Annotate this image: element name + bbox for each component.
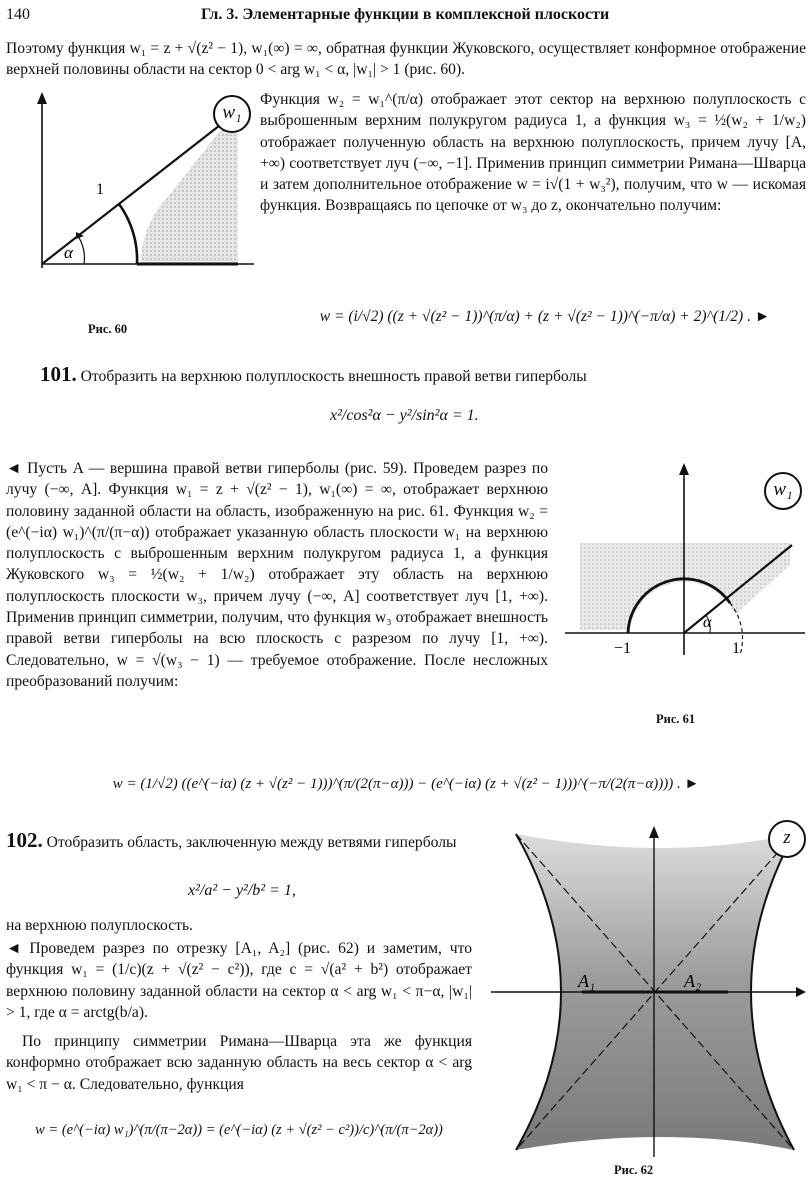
fig61-badge: w₁	[764, 472, 802, 510]
fig60-caption: Рис. 60	[88, 322, 128, 336]
fig62-caption: Рис. 62	[614, 1163, 654, 1177]
shaded-sector	[141, 126, 238, 264]
unit-arc	[119, 204, 137, 264]
label-minus-one: −1	[614, 640, 632, 657]
label-one: 1	[732, 640, 740, 657]
problem-102-after: на верхнюю полуплоскость.	[6, 917, 193, 934]
problem-101-number: 101.	[40, 362, 77, 386]
figure-62	[486, 822, 808, 1162]
problem-102-number: 102.	[6, 828, 43, 852]
label-alpha: α	[64, 243, 73, 262]
problem-101-equation: x²/cos²α − y²/sin²α = 1.	[330, 407, 479, 424]
problem-102-solution-2: По принципу симметрии Римана—Шварца эта же функция конформно отображает всю заданную область на весь сектор α < arg w₁ < π − α. Следовательно, функция	[6, 1033, 472, 1093]
problem-102-statement: 102. Отобразить область, заключенную между ветвями гиперболы	[6, 828, 457, 852]
problem-101-statement: 101. Отобразить на верхнюю полуплоскость внешность правой ветви гиперболы	[40, 362, 587, 386]
label-alpha: α	[703, 614, 712, 631]
intro-paragraph: Поэтому функция w₁ = z + √(z² − 1), w₁(∞) = ∞, обратная функции Жуковского, осуществляет конформное отображение верхней половины области на сектор 0 < arg w₁ < α, |w₁| > 1 (рис. 60).	[6, 40, 806, 79]
problem-102-solution-1: ◄ Проведем разрез по отрезку [A₁, A₂] (рис. 62) и заметим, что функция w₁ = (1/c)(z + √(z² − c²)), где c = √(a² + b²) отображает верхнюю половину заданной области на сектор α < arg w₁ < π−α, |w₁| > 1, где α = arctg(b/a).	[6, 940, 472, 1021]
fig61-caption: Рис. 61	[656, 712, 696, 726]
page-number: 140	[6, 6, 30, 23]
problem-101-formula: w = (1/√2) ((e^(−iα) (z + √(z² − 1)))^(π/(2(π−α))) − (e^(−iα) (z + √(z² − 1)))^(−π/(2(π−α)))) . ►	[112, 776, 700, 792]
problem-102-formula: w = (e^(−iα) w₁)^(π/(π−2α)) = (e^(−iα) (z + √(z² − c²))/c)^(π/(π−2α))	[35, 1122, 443, 1138]
label-a2: A₂	[684, 971, 702, 991]
fig60-badge: w₁	[213, 95, 251, 133]
intro-formula: w = (i/√2) ((z + √(z² − 1))^(π/α) + (z + √(z² − 1))^(−π/α) + 2)^(1/2) . ►	[319, 308, 771, 325]
fig62-badge: z	[768, 820, 806, 858]
label-one: 1	[96, 181, 104, 198]
chapter-title: Гл. 3. Элементарные функции в комплексной плоскости	[201, 6, 610, 23]
angle-arc	[78, 236, 84, 264]
label-a1: A₁	[578, 971, 596, 991]
problem-101-solution: ◄ Пусть A — вершина правой ветви гиперболы (рис. 59). Проведем разрез по лучу (−∞, A]. Функция w₁ = z + √(z² − 1), w₁(∞) = ∞, отображает верхнюю половину заданной области на область, изображенную на рис. 61. Функция w₂ = (e^(−iα) w₁)^(π/(π−α)) отображает указанную область плоскости w₁ на верхнюю полуплоскость с выброшенным верхним полукругом радиуса 1, а функция Жуковского w₃ = ½(w₂ + 1/w₂) отображает эту область на верхнюю полуплоскость плоскости w₃, причем лучу (−∞, A] соответствует луч [1, +∞). Применив принцип симметрии, получим, что функция w₃ отображает внешность правой ветви гиперболы на всю плоскость с разрезом по лучу [1, +∞). Следовательно, w = √(w₃ − 1) — требуемое отображение. После несложных преобразований получим:	[6, 460, 548, 690]
intro-side-text: Функция w₂ = w₁^(π/α) отображает этот сектор на верхнюю полуплоскость с выброшенным верхним полукругом радиуса 1, а функция w₃ = ½(w₂ + 1/w₂) отображает полученную область на верхнюю полуплоскость, причем лучу [A, +∞) соответствует луч (−∞, −1]. Применив принцип симметрии Римана—Шварца и затем дополнительное отображение w = i√(1 + w₃²), получим, что w — искомая функция. Возвращаясь по цепочке от w₃ до z, окончательно получим:	[260, 91, 806, 215]
problem-102-equation: x²/a² − y²/b² = 1,	[188, 882, 296, 899]
